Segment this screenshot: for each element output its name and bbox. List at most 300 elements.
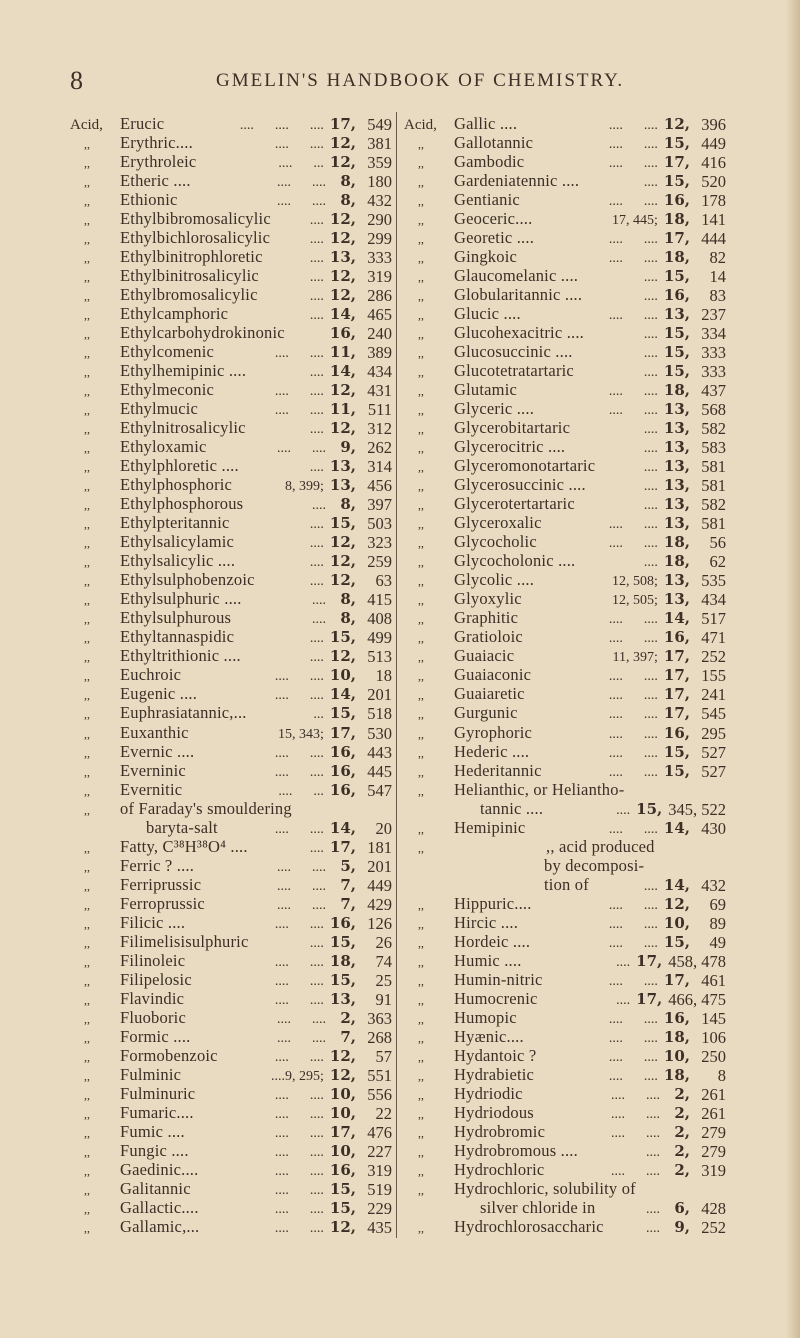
entry-leader: .... .... (608, 403, 658, 419)
entry-reference (330, 1104, 392, 1123)
page-reference: 8 (717, 1065, 726, 1085)
index-entry (70, 1084, 392, 1103)
entry-name: Ethyltrithionic .... (120, 646, 241, 666)
entry-leader: .... .... (274, 346, 324, 362)
index-entry (404, 304, 726, 323)
entry-name: Hydriodic (454, 1083, 523, 1103)
entry-reference (330, 457, 392, 476)
entry-leader: .... (309, 422, 324, 438)
entry-prefix: ,, (418, 992, 424, 1007)
page-reference: 499 (367, 628, 392, 648)
entry-leader: .... .... (274, 1125, 324, 1141)
entry-name: Filinoleic (120, 950, 186, 970)
entry-reference (332, 609, 392, 628)
index-entry (70, 361, 392, 380)
page-reference: 259 (367, 552, 392, 572)
entry-name: Eugenic .... (120, 684, 198, 704)
page-reference: 69 (709, 894, 726, 914)
page-reference: 430 (701, 818, 726, 838)
index-entry (70, 247, 392, 266)
entry-name: Ethylcomenic (120, 342, 215, 362)
entry-name: tannic .... (480, 798, 544, 818)
page-reference: 449 (367, 875, 392, 895)
volume-number: 12, (329, 381, 356, 400)
entry-leader: .... .... (611, 1106, 660, 1122)
volume-number: 13, (663, 590, 690, 609)
entry-prefix: ,, (418, 612, 424, 627)
entry-name: Gentianic (454, 190, 520, 210)
index-entry (70, 608, 392, 627)
entry-reference (332, 1028, 392, 1047)
entry-prefix: ,, (84, 669, 90, 684)
page-reference: 319 (701, 1160, 726, 1180)
entry-leader: .... (309, 270, 324, 286)
page-reference: 503 (367, 514, 392, 534)
entry-prefix: ,, (418, 460, 424, 475)
entry-name: Glyceroxalic (454, 513, 542, 533)
index-entry (70, 133, 392, 152)
entry-name: Ethyloxamic (120, 437, 207, 457)
index-entry (404, 799, 726, 818)
entry-prefix: ,, (84, 650, 90, 665)
entry-prefix: ,, (84, 916, 90, 931)
entry-prefix: ,, (418, 384, 424, 399)
volume-number: 16, (663, 191, 690, 210)
volume-number: 13, (663, 495, 690, 514)
page-reference: 415 (367, 590, 392, 610)
page-reference: 323 (367, 533, 392, 553)
entry-name: Glycerotertartaric (454, 494, 575, 514)
entry-name: Hydrobromous .... (454, 1140, 578, 1160)
page-reference: 519 (367, 1179, 392, 1199)
entry-name: silver chloride in (480, 1197, 596, 1217)
index-entry (404, 399, 726, 418)
entry-name: Gratioloic (454, 627, 523, 647)
entry-reference (330, 1180, 392, 1199)
index-entry (404, 437, 726, 456)
page-reference: 429 (367, 894, 392, 914)
entry-leader: .... .... (277, 859, 326, 875)
entry-leader: .... .... (277, 1030, 326, 1046)
index-entry (70, 723, 392, 742)
entry-name: Helianthic, or Heliantho- (454, 779, 625, 799)
page-reference: 456 (367, 476, 392, 496)
entry-prefix: ,, (84, 1011, 90, 1026)
page-reference: 299 (367, 229, 392, 249)
index-entry (70, 1141, 392, 1160)
page-reference: 568 (701, 400, 726, 420)
entry-reference (330, 1199, 392, 1218)
index-entry (70, 989, 392, 1008)
index-entry (70, 894, 392, 913)
index-entry (404, 1122, 726, 1141)
entry-prefix: ,, (84, 859, 90, 874)
volume-number: 10, (663, 913, 690, 932)
entry-reference (664, 685, 726, 704)
entry-leader: .... .... (274, 384, 324, 400)
index-entry (404, 1217, 726, 1236)
entry-reference (330, 552, 392, 571)
entry-leader: 11, 397; (612, 650, 658, 666)
entry-prefix: ,, (84, 194, 90, 209)
entry-prefix: ,, (84, 631, 90, 646)
page-reference: 18 (375, 666, 392, 686)
entry-name: Ethylphloretic .... (120, 456, 239, 476)
index-entry (70, 570, 392, 589)
entry-name: Hederic .... (454, 741, 530, 761)
page-reference: 556 (367, 1084, 392, 1104)
entry-prefix: ,, (418, 745, 424, 760)
page-reference: 527 (701, 742, 726, 762)
entry-prefix: ,, (84, 1125, 90, 1140)
volume-number: 8, (340, 495, 356, 514)
entry-leader: .... .... (608, 1049, 658, 1065)
volume-number: 12, (329, 1217, 356, 1236)
volume-number: 17, (636, 989, 663, 1008)
page-reference: 582 (701, 419, 726, 439)
page-reference: 363 (367, 1008, 392, 1028)
index-entry (404, 837, 726, 856)
entry-leader: .... .... .... (239, 118, 324, 133)
entry-name: Fluoboric (120, 1007, 186, 1027)
entry-name: Fulminic (120, 1064, 182, 1084)
page-reference: 431 (367, 381, 392, 401)
entry-prefix: ,, (418, 1163, 424, 1178)
entry-prefix: ,, (84, 479, 90, 494)
index-entry (70, 532, 392, 551)
entry-name: Glyceromonotartaric (454, 456, 596, 476)
entry-reference (666, 1142, 726, 1161)
entry-name: tion of (544, 874, 589, 894)
index-entry (404, 665, 726, 684)
entry-name: Gallactic.... (120, 1197, 199, 1217)
entry-reference (330, 248, 392, 267)
index-entry (70, 837, 392, 856)
entry-reference (332, 438, 392, 457)
page-reference: 434 (367, 362, 392, 382)
volume-number: 14, (663, 609, 690, 628)
entry-reference (664, 571, 726, 590)
entry-reference (664, 210, 726, 229)
entry-name: Ethylsulphurous (120, 608, 232, 628)
entry-leader: .... (309, 555, 324, 571)
entry-name: Ethyltannaspidic (120, 627, 235, 647)
page-reference: 314 (367, 457, 392, 477)
index-entry (404, 133, 726, 152)
index-entry (70, 761, 392, 780)
volume-number: 18, (663, 248, 690, 267)
index-entry (70, 1160, 392, 1179)
volume-number: 11, (329, 400, 356, 419)
entry-leader: .... .... (608, 308, 658, 324)
entry-leader: 12, 508; (612, 574, 658, 590)
entry-prefix: ,, (84, 517, 90, 532)
entry-prefix: ,, (84, 992, 90, 1007)
volume-number: 13, (663, 305, 690, 324)
index-entry (404, 171, 726, 190)
entry-name: Euxanthic (120, 722, 189, 742)
entry-reference (330, 267, 392, 286)
volume-number: 18, (663, 1065, 690, 1084)
page-reference: 279 (701, 1122, 726, 1142)
index-entry (70, 1179, 392, 1198)
index-entry (404, 513, 726, 532)
entry-prefix: ,, (84, 745, 90, 760)
entry-prefix: ,, (418, 954, 424, 969)
entry-leader: .... .... (608, 745, 658, 761)
entry-reference (330, 400, 392, 419)
page-reference: 83 (709, 286, 726, 306)
entry-reference (330, 647, 392, 666)
volume-number: 14, (329, 362, 356, 381)
entry-reference (664, 115, 726, 134)
entry-reference (664, 762, 726, 781)
entry-prefix: ,, (84, 1068, 90, 1083)
index-entry (404, 818, 726, 837)
page-reference: 437 (701, 381, 726, 401)
entry-prefix: ,, (418, 688, 424, 703)
volume-number: 17, (663, 647, 690, 666)
entry-leader: .... .... (274, 764, 324, 780)
volume-number: 18, (663, 533, 690, 552)
page-reference: 517 (701, 609, 726, 629)
entry-prefix: ,, (84, 460, 90, 475)
volume-number: 8, (340, 172, 356, 191)
entry-leader: .... .... (274, 1182, 324, 1198)
index-entry (70, 646, 392, 665)
volume-number: 8, (340, 590, 356, 609)
entry-name: of Faraday's smouldering (120, 798, 292, 818)
index-entry (70, 152, 392, 171)
volume-number: 15, (663, 267, 690, 286)
entry-prefix: ,, (418, 498, 424, 513)
page-reference: 396 (701, 115, 726, 134)
volume-number: 18, (663, 210, 690, 229)
page-reference: 432 (701, 875, 726, 895)
page-reference: 181 (367, 837, 392, 857)
volume-number: 10, (329, 666, 356, 685)
volume-number: 17, (329, 723, 356, 742)
volume-number: 14, (663, 818, 690, 837)
entry-leader: .... .... (608, 1011, 658, 1027)
page-reference: 20 (375, 818, 392, 838)
entry-leader: .... .... (608, 935, 658, 951)
index-entry (404, 342, 726, 361)
entry-prefix: ,, (418, 840, 424, 855)
entry-name: Evernitic (120, 779, 183, 799)
entry-reference (666, 1199, 726, 1218)
volume-number: 2, (674, 1141, 690, 1160)
page-reference: 201 (367, 685, 392, 705)
entry-prefix: ,, (84, 441, 90, 456)
volume-number: 11, (329, 343, 356, 362)
entry-name: Everninic (120, 760, 186, 780)
entry-name: Hydrabietic (454, 1064, 535, 1084)
page-reference: 444 (701, 229, 726, 249)
page-reference: 527 (701, 761, 726, 781)
volume-number: 13, (329, 248, 356, 267)
entry-name: Humic .... (454, 950, 522, 970)
entry-leader: .... (643, 479, 658, 495)
entry-reference (664, 1028, 726, 1047)
volume-number: 17, (663, 229, 690, 248)
entry-reference (664, 476, 726, 495)
entry-leader: .... .... (608, 1030, 658, 1046)
entry-prefix: Acid, (70, 117, 103, 133)
page-reference: 312 (367, 419, 392, 439)
entry-reference (332, 1009, 392, 1028)
entry-name: baryta-salt (146, 817, 218, 837)
entry-prefix: ,, (84, 308, 90, 323)
volume-number: 17, (663, 666, 690, 685)
index-entry (404, 951, 726, 970)
entry-leader: .... (309, 365, 324, 381)
volume-number: 18, (663, 1027, 690, 1046)
page-reference: 286 (367, 286, 392, 306)
entry-name: Gardeniatennic .... (454, 171, 580, 191)
entry-reference (330, 1085, 392, 1104)
page-reference: 295 (701, 723, 726, 743)
index-entry (404, 494, 726, 513)
volume-number: 7, (340, 894, 356, 913)
entry-name: Hydriodous (454, 1102, 534, 1122)
page-reference: 408 (367, 609, 392, 629)
entry-prefix: ,, (84, 327, 90, 342)
entry-reference (664, 419, 726, 438)
entry-leader: .... .... (277, 194, 326, 210)
entry-leader: .... .... (277, 878, 326, 894)
entry-name: Gambodic (454, 152, 525, 172)
index-column-right (404, 114, 726, 1236)
index-entry (404, 570, 726, 589)
entry-name: Ethylsulphuric .... (120, 589, 242, 609)
index-entry (404, 703, 726, 722)
entry-reference (330, 476, 392, 495)
entry-prefix: ,, (418, 365, 424, 380)
entry-leader: .... (309, 251, 324, 267)
entry-leader: .... .... (277, 175, 326, 191)
index-entry (404, 380, 726, 399)
entry-reference (664, 381, 726, 400)
page-reference: 333 (367, 248, 392, 268)
entry-leader: .... (309, 289, 324, 305)
entry-name: Ethylbibromosalicylic (120, 209, 271, 229)
page-reference: 49 (709, 932, 726, 952)
index-entry (70, 875, 392, 894)
entry-reference (664, 514, 726, 533)
entry-prefix: ,, (418, 669, 424, 684)
entry-reference (664, 267, 726, 286)
index-entry (404, 285, 726, 304)
entry-name: Hydrochlorosaccharic (454, 1216, 604, 1236)
volume-number: 16, (329, 1160, 356, 1179)
entry-reference (664, 533, 726, 552)
entry-leader: ....9, 295; (271, 1068, 324, 1084)
entry-prefix: ,, (418, 346, 424, 361)
volume-number: 12, (329, 552, 356, 571)
entry-prefix: ,, (418, 251, 424, 266)
volume-number: 13, (663, 400, 690, 419)
page-reference: 428 (701, 1198, 726, 1218)
entry-prefix: ,, (418, 536, 424, 551)
entry-reference (666, 1104, 726, 1123)
page-reference: 240 (367, 324, 392, 344)
volume-number: 16, (329, 324, 356, 343)
entry-leader: .... (643, 289, 658, 305)
entry-name: Hydrobromic (454, 1121, 546, 1141)
volume-number: 7, (340, 875, 356, 894)
page-reference: 89 (709, 913, 726, 933)
volume-number: 16, (663, 286, 690, 305)
volume-number: 17, (663, 685, 690, 704)
entry-leader: .... .... (274, 1087, 324, 1103)
entry-reference (664, 134, 726, 153)
index-entry (404, 989, 726, 1008)
entry-reference (664, 704, 726, 723)
entry-reference (664, 1047, 726, 1066)
index-entry (70, 1065, 392, 1084)
entry-reference (330, 838, 392, 857)
entry-name: Graphitic (454, 608, 519, 628)
volume-number: 17, (329, 115, 356, 133)
index-entry (404, 970, 726, 989)
entry-prefix: ,, (418, 1125, 424, 1140)
entry-prefix: ,, (418, 1106, 424, 1121)
volume-number: 5, (340, 856, 356, 875)
entry-leader: .... .... (277, 1011, 326, 1027)
entry-reference (664, 552, 726, 571)
entry-leader: .... (643, 878, 658, 894)
entry-prefix: ,, (418, 1144, 424, 1159)
entry-prefix: ,, (84, 1163, 90, 1178)
entry-prefix: ,, (418, 935, 424, 950)
entry-leader: .... (643, 498, 658, 514)
entry-leader: .... .... (277, 897, 326, 913)
entry-leader: .... .... (608, 232, 658, 248)
page-reference: 466, 475 (668, 989, 726, 1009)
page-reference: 461 (701, 970, 726, 990)
index-entry (404, 1160, 726, 1179)
page-reference: 432 (367, 191, 392, 211)
index-entry (70, 951, 392, 970)
entry-reference (664, 1066, 726, 1085)
entry-reference (330, 419, 392, 438)
entry-name: Glycerocitric .... (454, 437, 566, 457)
entry-leader: .... (643, 460, 658, 476)
entry-prefix: ,, (418, 403, 424, 418)
entry-leader: 15, 343; (278, 726, 324, 742)
entry-name: Filimelisisulphuric (120, 931, 249, 951)
entry-leader: .... (643, 555, 658, 571)
page-reference: 82 (709, 248, 726, 268)
index-entry (70, 399, 392, 418)
page-reference: 155 (701, 666, 726, 686)
volume-number: 16, (663, 628, 690, 647)
entry-leader: .... .... (608, 707, 658, 723)
entry-reference (332, 172, 392, 191)
entry-prefix: ,, (418, 194, 424, 209)
entry-name: Fungic .... (120, 1140, 189, 1160)
page-reference: 91 (375, 989, 392, 1009)
entry-leader: .... (643, 175, 658, 191)
entry-reference (664, 590, 726, 609)
page-number: 8 (70, 66, 83, 95)
entry-leader: .... (643, 441, 658, 457)
volume-number: 12, (329, 1065, 356, 1084)
volume-number: 12, (329, 267, 356, 286)
entry-leader: .... (643, 365, 658, 381)
entry-reference (330, 1066, 392, 1085)
